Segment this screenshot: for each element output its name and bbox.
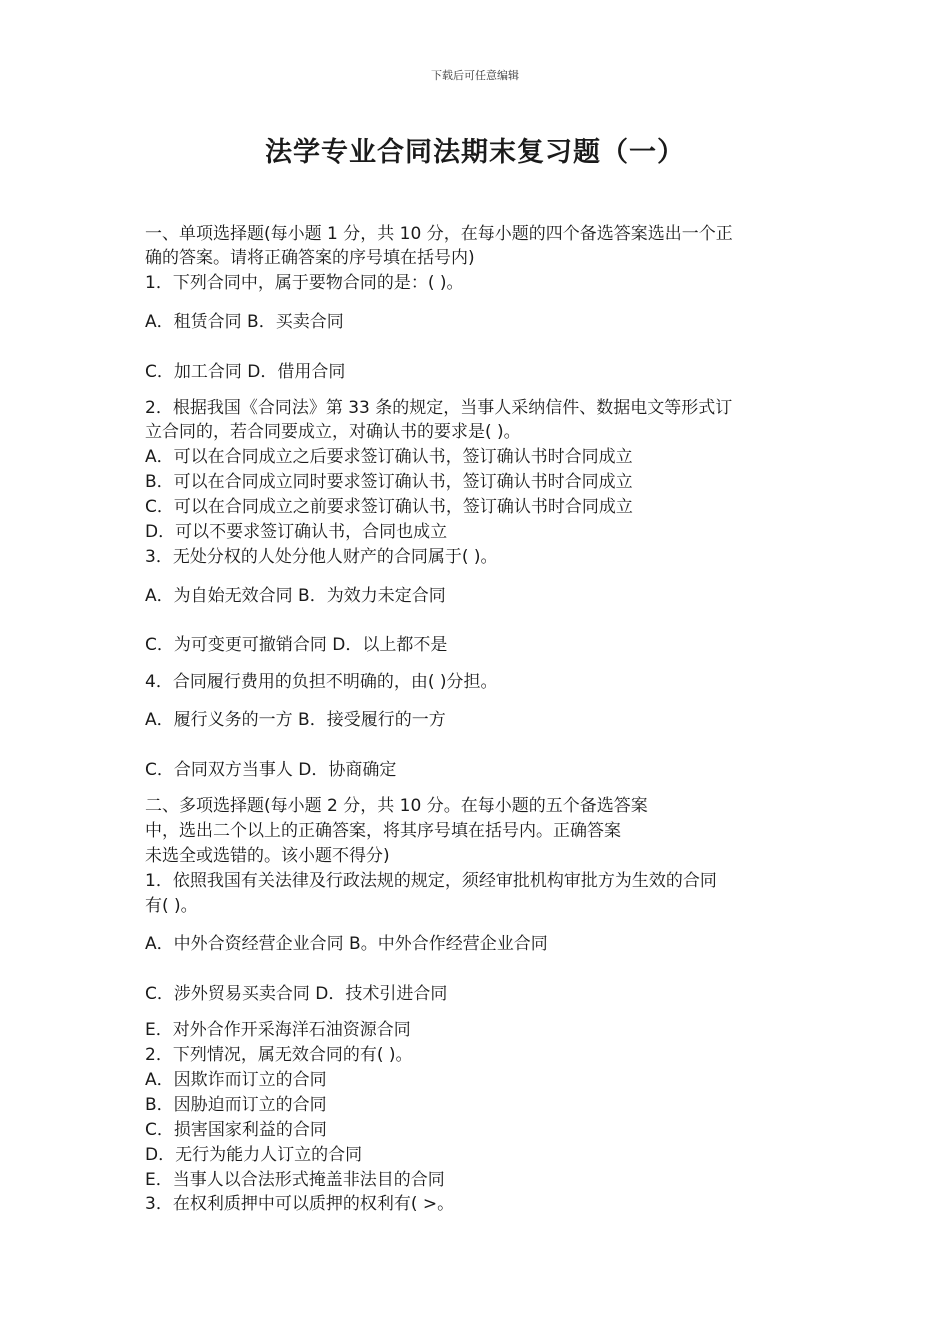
- answer-options: A．履行义务的一方 B．接受履行的一方: [145, 710, 446, 730]
- question-text: 2．下列情况，属无效合同的有( )。: [145, 1045, 413, 1065]
- answer-option: D．可以不要求签订确认书，合同也成立: [145, 522, 448, 542]
- question-text: 1．下列合同中，属于要物合同的是：( )。: [145, 273, 464, 293]
- answer-option: D．无行为能力人订立的合同: [145, 1145, 363, 1165]
- question-text-cont: 立合同的，若合同要成立，对确认书的要求是( )。: [145, 422, 521, 442]
- answer-options: C．加工合同 D．借用合同: [145, 362, 346, 382]
- question-text: 2．根据我国《合同法》第 33 条的规定，当事人采纳信件、数据电文等形式订: [145, 398, 733, 418]
- answer-options: C．为可变更可撤销合同 D．以上都不是: [145, 635, 448, 655]
- section-2-heading-cont: 中，选出二个以上的正确答案，将其序号填在括号内。正确答案: [145, 821, 621, 841]
- answer-option: B．可以在合同成立同时要求签订确认书，签订确认书时合同成立: [145, 472, 633, 492]
- answer-option: E．对外合作开采海洋石油资源合同: [145, 1020, 411, 1040]
- section-2-heading-cont: 未选全或选错的。该小题不得分): [145, 846, 390, 866]
- section-1-heading: 一、单项选择题(每小题 1 分，共 10 分，在每小题的四个备选答案选出一个正: [145, 224, 733, 244]
- answer-options: A．租赁合同 B．买卖合同: [145, 312, 344, 332]
- question-text-cont: 有( )。: [145, 896, 198, 916]
- answer-option: B．因胁迫而订立的合同: [145, 1095, 327, 1115]
- document-title: 法学专业合同法期末复习题（一）: [265, 137, 685, 168]
- header-note: 下载后可任意编辑: [431, 69, 519, 82]
- answer-options: C．涉外贸易买卖合同 D．技术引进合同: [145, 984, 448, 1004]
- answer-options: A．为自始无效合同 B．为效力未定合同: [145, 586, 446, 606]
- answer-options: A．中外合资经营企业合同 B。中外合作经营企业合同: [145, 934, 548, 954]
- section-1-heading-cont: 确的答案。请将正确答案的序号填在括号内): [145, 248, 475, 268]
- question-text: 1．依照我国有关法律及行政法规的规定，须经审批机构审批方为生效的合同: [145, 871, 717, 891]
- section-2-heading: 二、多项选择题(每小题 2 分，共 10 分。在每小题的五个备选答案: [145, 796, 648, 816]
- question-text: 3．无处分权的人处分他人财产的合同属于( )。: [145, 547, 498, 567]
- answer-option: C．损害国家利益的合同: [145, 1120, 327, 1140]
- answer-option: E．当事人以合法形式掩盖非法目的合同: [145, 1170, 445, 1190]
- answer-option: A．可以在合同成立之后要求签订确认书，签订确认书时合同成立: [145, 447, 633, 467]
- question-text: 4．合同履行费用的负担不明确的，由( )分担。: [145, 672, 498, 692]
- answer-options: C．合同双方当事人 D．协商确定: [145, 760, 397, 780]
- answer-option: A．因欺诈而订立的合同: [145, 1070, 327, 1090]
- question-text: 3．在权利质押中可以质押的权利有( >。: [145, 1194, 455, 1214]
- answer-option: C．可以在合同成立之前要求签订确认书，签订确认书时合同成立: [145, 497, 633, 517]
